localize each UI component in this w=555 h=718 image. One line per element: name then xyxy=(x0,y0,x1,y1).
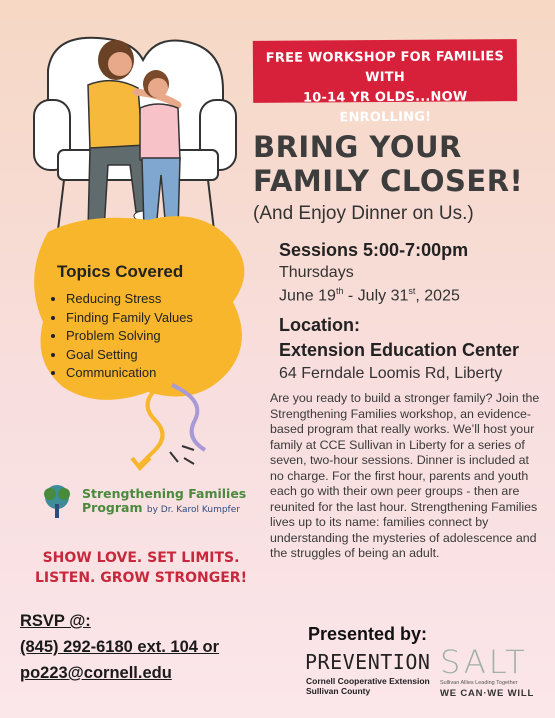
prevention-logo: PREVENTION xyxy=(305,650,431,674)
topic-item: • Communication xyxy=(66,364,193,383)
cce-logo-text xyxy=(306,676,430,696)
location-name: Extension Education Center xyxy=(279,340,520,360)
salt-logo: SALT xyxy=(440,643,528,681)
sessions-dates xyxy=(279,286,460,305)
rsvp-block xyxy=(20,608,219,686)
subheadline: (And Enjoy Dinner on Us.) xyxy=(253,203,474,224)
location-address: 64 Ferndale Loomis Rd, Liberty xyxy=(279,365,503,382)
rsvp-email[interactable]: po223@cornell.edu xyxy=(20,664,172,682)
program-logo-line-1: Strengthening Families xyxy=(82,486,247,501)
topic-item: • Goal Setting xyxy=(66,346,193,365)
cce-line-1: Cornell Cooperative Extension xyxy=(306,676,430,686)
start-date-suffix: th xyxy=(335,286,344,296)
banner-line-1: FREE WORKSHOP FOR FAMILIES WITH xyxy=(265,49,505,86)
topic-item: • Problem Solving xyxy=(66,327,193,346)
slogan-line-1: SHOW LOVE. SET LIMITS. xyxy=(42,550,240,566)
program-logo-text xyxy=(82,487,246,517)
rsvp-phone[interactable]: (845) 292-6180 ext. 104 or xyxy=(20,638,220,656)
description-text: Are you ready to build a stronger family? Join the Strengthening Families workshop, an evidence-based program that really works. We’ll host your family at CCE Sullivan in Liberty for a series of seven, two-hour sessions. Dinner is included at no charge. For the first hour, parents and youth each go with their own peer groups - then are reunited for the last hour. Strengthening Families lives up to its name: families connect by understanding the mysteries of adolescence and the struggles of being an adult. xyxy=(270,391,540,560)
free-workshop-banner xyxy=(253,39,517,126)
rsvp-label: RSVP @: xyxy=(20,612,91,630)
sessions-time: Sessions 5:00-7:00pm xyxy=(279,240,469,260)
slogan xyxy=(28,548,254,588)
squiggle-arrow-decoration xyxy=(110,380,220,475)
headline-line-1: BRING YOUR xyxy=(253,130,462,164)
program-word: Program xyxy=(82,500,143,515)
headline xyxy=(253,130,543,198)
topic-item: • Finding Family Values xyxy=(66,309,193,328)
location-label: Location: xyxy=(279,315,360,335)
topics-list xyxy=(48,290,193,383)
cce-line-2: Sullivan County xyxy=(306,686,371,696)
end-date-suffix: st xyxy=(408,286,416,296)
topic-item: • Reducing Stress xyxy=(66,290,193,309)
slogan-line-2: LISTEN. GROW STRONGER! xyxy=(35,570,247,586)
year: , 2025 xyxy=(415,287,460,305)
presented-by-label: Presented by: xyxy=(308,624,428,644)
sessions-days: Thursdays xyxy=(279,264,354,281)
program-logo-line-2 xyxy=(82,501,246,517)
salt-subtitle: Sullivan Allies Leading Together xyxy=(440,680,518,686)
tree-logo-icon xyxy=(37,482,77,522)
end-date: - July 31 xyxy=(343,287,409,305)
start-date: June 19 xyxy=(279,287,336,305)
banner-line-2: 10-14 YR OLDS...NOW ENROLLING! xyxy=(302,89,468,126)
headline-line-2: FAMILY CLOSER! xyxy=(253,164,524,198)
program-author: by Dr. Karol Kumpfer xyxy=(146,505,240,515)
salt-tagline: WE CAN·WE WILL xyxy=(440,688,535,699)
topics-title: Topics Covered xyxy=(57,262,184,281)
